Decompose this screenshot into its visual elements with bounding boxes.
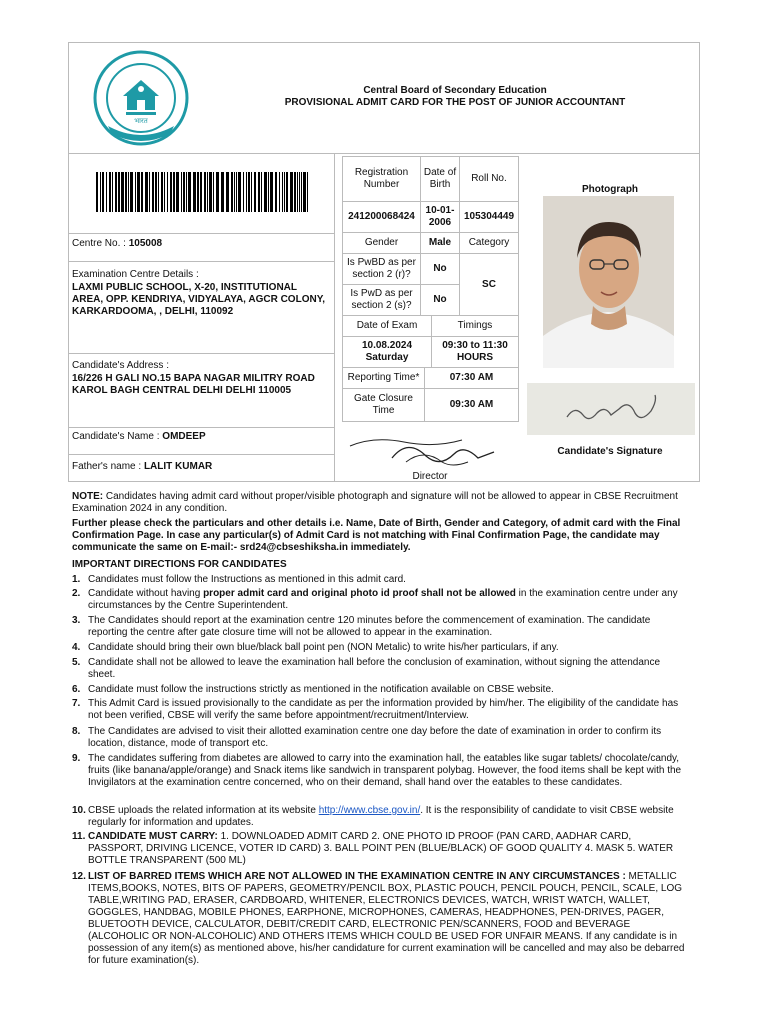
further-note: Further please check the particulars and other details i.e. Name, Date of Birth, Gender and Category, of admit card with the Final Confirmation Page. In case any particular(s) of Admit Card is not matching with Final Confirmation Page, the candidate may communicate the same on E-mail:- srd24@cbseshiksha.in immediately. — [72, 518, 681, 553]
centre-no-value: 105008 — [128, 238, 163, 249]
direction-number: 4. — [72, 642, 81, 653]
direction-text-part: 1. DOWNLOADED ADMIT CARD 2. ONE PHOTO ID PROOF (PAN CARD, AADHAR CARD, PASSPORT, DRIVING LICENCE, VOTER ID CARD) 3. BALL POINT PEN (BLUE/BLACK) OF GOOD QUALITY 4. MASK 5. WATER BOTTLE TRANSPARENT (500 ML) — [88, 831, 674, 866]
pwd-value: No — [420, 284, 460, 316]
direction-item — [72, 726, 688, 750]
direction-number: 9. — [72, 753, 81, 764]
note — [72, 491, 688, 515]
direction-number: 1. — [72, 574, 81, 585]
dob-value: 10-01-2006 — [420, 201, 460, 233]
direction-text: This Admit Card is issued provisionally to the candidate as per the information provided by him/her. The eligibility of the candidate has not been verified, CBSE will verify the same before appointment/recruitment/Interview. — [88, 698, 679, 721]
divider — [68, 353, 334, 354]
exam-date-label: Date of Exam — [342, 315, 432, 337]
direction-number: 6. — [72, 684, 81, 695]
roll-label: Roll No. — [459, 156, 519, 202]
direction-text-part: METALLIC ITEMS,BOOKS, NOTES, BITS OF PAPERS, GEOMETRY/PENCIL BOX, PLASTIC POUCH, PENCIL POUCH, PENCIL, SCALE, LOG TABLE,WRITING PAD, ERASER, CARDBOARD, WHITENER, ELECTRONICS DEVICES, WATCH, WRIST WATCH, WALLET, GOGGLES, HANDBAG, MOBILE PHONES, EARPHONE, MICROPHONES, CAMERAS, HEADPHONES, PEN-DRIVES, PAGER, BLUETOOTH DEVICE, CALCULATOR, DEBIT/CREDIT CARD, ELECTRONIC PEN/SCANNERS, FOOD and BEVERAGE (ALCOHOLIC OR NON-ALCOHOLIC) AND OTHERS ITEMS WHICH COULD BE USED FOR UNFAIR MEANS. If any candidate is in possession of any item(s) as mentioned above, his/her candidature for current examination will be cancelled and may also be debarred for future examination(s). — [88, 871, 685, 966]
cbse-website-link[interactable]: http://www.cbse.gov.in/ — [318, 805, 421, 816]
father-name-label: Father's name : — [72, 461, 142, 472]
direction-text-bold: CANDIDATE MUST CARRY: — [88, 831, 218, 842]
address-value: 16/226 H GALI NO.15 BAPA NAGAR MILITRY ROAD KAROL BAGH CENTRAL DELHI DELHI 110005 — [72, 373, 315, 396]
pwbd-label: Is PwBD as per section 2 (r)? — [342, 253, 421, 285]
photograph-label: Photograph — [581, 184, 639, 195]
direction-text-part: in the examination centre under any circumstances by the Centre Superintendent. — [88, 588, 678, 611]
direction-text — [88, 831, 688, 867]
direction-text — [88, 805, 688, 829]
father-name — [72, 461, 332, 473]
divider — [68, 454, 334, 455]
direction-text: The Candidates should report at the examination centre 120 minutes before the commencement of examination. The candidate reporting the centre after gate closure time will not be allowed to appear in the examination. — [88, 615, 651, 638]
direction-item — [72, 574, 688, 586]
candidate-name — [72, 431, 332, 443]
centre-no — [72, 238, 332, 250]
gender-value: Male — [420, 232, 460, 254]
direction-item — [72, 831, 688, 867]
direction-text: The candidates suffering from diabetes are allowed to carry into the examination hall, the eatables like sugar tablets/ chocolate/candy, fruits (like banana/apple/orange) and Snack items like sandwich in transparent polybag. However, the food items shall be kept with the Invigilators at the examination centre concerned, who on their demand, shall hand over the eatables to these candidates. — [88, 753, 682, 788]
centre-details-value: LAXMI PUBLIC SCHOOL, X-20, INSTITUTIONAL AREA, OPP. KENDRIYA, VIDYALAYA, AGCR COLONY, KARKARDOOMA, , DELHI, 110092 — [72, 282, 326, 317]
exam-date-value: 10.08.2024 Saturday — [342, 336, 432, 368]
candidate-signature — [527, 383, 695, 435]
director-signature — [344, 432, 520, 472]
direction-text-part: CBSE uploads the related information at its website — [88, 805, 319, 816]
father-name-value: LALIT KUMAR — [143, 461, 213, 472]
direction-text: Candidate must follow the instructions strictly as mentioned in the notification available on CBSE website. — [88, 684, 554, 695]
svg-text:भारत: भारत — [134, 117, 148, 125]
cbse-logo-icon — [90, 48, 192, 148]
direction-number: 10. — [72, 805, 86, 816]
direction-text — [88, 871, 688, 967]
address-label: Candidate's Address : — [72, 360, 169, 371]
signature-label: Candidate's Signature — [557, 446, 663, 457]
direction-number: 7. — [72, 698, 81, 709]
pwd-label: Is PwD as per section 2 (s)? — [342, 284, 421, 316]
timings-label: Timings — [431, 315, 519, 337]
direction-item — [72, 698, 688, 722]
direction-text-bold: proper admit card and original photo id proof shall not be allowed — [203, 588, 516, 599]
dob-label: Date of Birth — [420, 156, 460, 202]
direction-number: 5. — [72, 657, 81, 668]
category-value: SC — [459, 253, 519, 316]
divider — [68, 233, 334, 234]
direction-number: 3. — [72, 615, 81, 626]
reporting-label: Reporting Time* — [342, 367, 425, 389]
candidate-photo — [543, 196, 674, 368]
gender-label: Gender — [342, 232, 421, 254]
centre-details-label: Examination Centre Details : — [72, 269, 199, 280]
reporting-value: 07:30 AM — [424, 367, 519, 389]
reg-value: 241200068424 — [342, 201, 421, 233]
direction-item — [72, 642, 688, 654]
direction-number: 2. — [72, 588, 81, 599]
direction-text: Candidate shall not be allowed to leave the examination hall before the conclusion of examination, without signing the attendance sheet. — [88, 657, 661, 680]
direction-item — [72, 805, 688, 829]
board-name: Central Board of Secondary Education — [363, 85, 547, 96]
direction-text-bold: LIST OF BARRED ITEMS WHICH ARE NOT ALLOWED IN THE EXAMINATION CENTRE IN ANY CIRCUMSTANCES : — [88, 871, 626, 882]
direction-item — [72, 684, 688, 696]
directions-heading: IMPORTANT DIRECTIONS FOR CANDIDATES — [72, 559, 287, 570]
roll-value: 105304449 — [459, 201, 519, 233]
barcode — [96, 172, 310, 212]
direction-text-part: Candidate without having — [88, 588, 204, 599]
direction-item — [72, 657, 688, 681]
direction-item — [72, 871, 688, 967]
direction-text: The Candidates are advised to visit their allotted examination centre one day before the date of examination in order to confirm its location, distance, mode of transport etc. — [88, 726, 662, 749]
direction-item — [72, 588, 688, 612]
direction-text-part: . It is the responsibility of candidate to visit CBSE website regularly for information and updates. — [88, 805, 674, 828]
direction-number: 12. — [72, 871, 86, 882]
gate-value: 09:30 AM — [424, 388, 519, 422]
direction-text — [88, 588, 688, 612]
pwbd-value: No — [420, 253, 460, 285]
category-label: Category — [459, 232, 519, 254]
candidate-name-value: OMDEEP — [162, 431, 206, 442]
direction-number: 11. — [72, 831, 86, 842]
centre-no-label: Centre No. : — [72, 238, 126, 249]
header-divider — [68, 153, 700, 154]
direction-text: Candidates must follow the Instructions as mentioned in this admit card. — [88, 574, 406, 585]
left-column-divider — [334, 153, 335, 482]
admit-card-title: PROVISIONAL ADMIT CARD FOR THE POST OF JUNIOR ACCOUNTANT — [284, 97, 626, 108]
direction-text: Candidate should bring their own blue/black ball point pen (NON Metalic) to write his/her particulars, if any. — [88, 642, 559, 653]
timings-value: 09:30 to 11:30 HOURS — [431, 336, 519, 368]
direction-item — [72, 615, 688, 639]
gate-label: Gate Closure Time — [342, 388, 425, 422]
note-prefix: NOTE: — [72, 491, 104, 502]
candidate-name-label: Candidate's Name : — [72, 431, 160, 442]
divider — [68, 261, 334, 262]
divider — [68, 427, 334, 428]
note-text: Candidates having admit card without proper/visible photograph and signature will not be allowed to appear in CBSE Recruitment Examination 2024 in any condition. — [72, 491, 678, 514]
direction-number: 8. — [72, 726, 81, 737]
reg-label: Registration Number — [342, 156, 421, 202]
direction-item — [72, 753, 688, 789]
director-label: Director — [412, 471, 448, 482]
